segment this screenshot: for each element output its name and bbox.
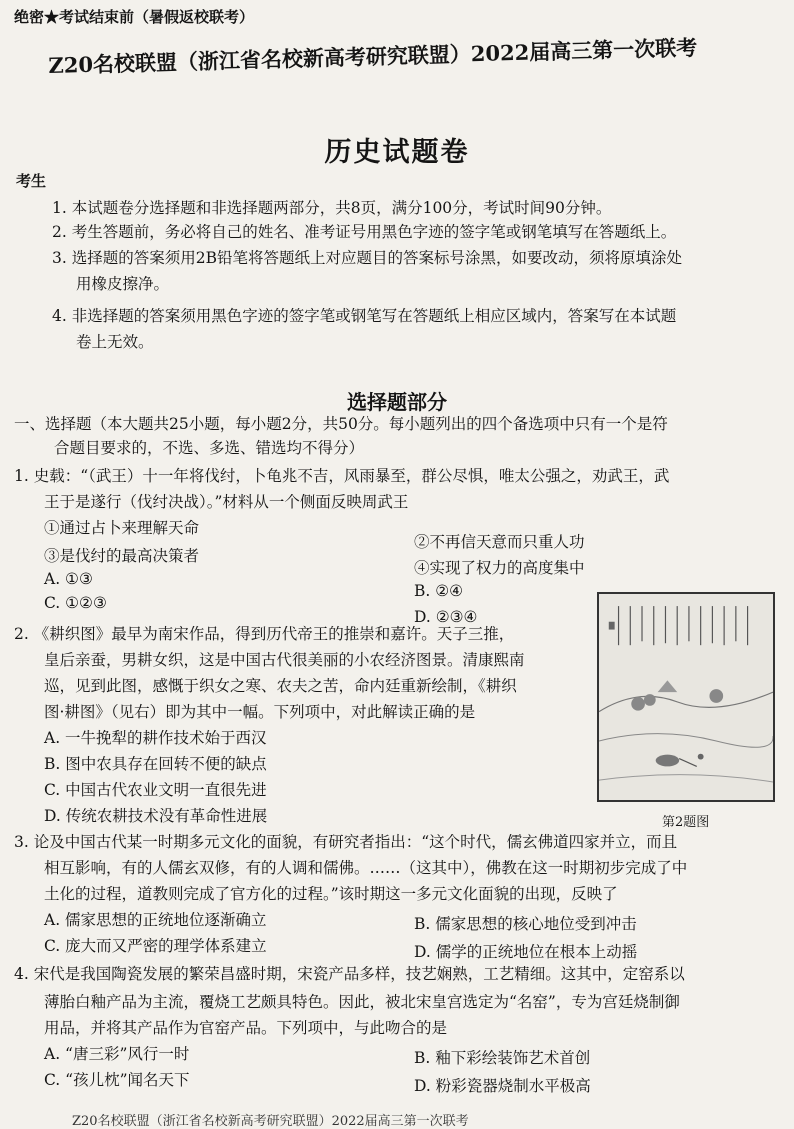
q1-statement-1: ①通过占卜来理解天命 xyxy=(44,519,200,537)
note-3: 3. 选择题的答案须用2B铅笔将答题纸上对应题目的答案标号涂黑，如要改动，须将原填涂处 xyxy=(52,249,682,267)
q3-option-a: A. 儒家思想的正统地位逐渐确立 xyxy=(44,911,267,929)
q1-statement-2: ②不再信天意而只重人功 xyxy=(414,533,585,551)
section-intro-1: 一、选择题（本大题共25小题，每小题2分，共50分。每小题列出的四个备选项中只有一个是符 xyxy=(14,415,668,433)
q4-stem-3: 用品，并将其产品作为官窑产品。下列项中，与此吻合的是 xyxy=(44,1019,448,1037)
examinee-label: 考生 xyxy=(16,172,47,190)
exam-title: 历史试题卷 xyxy=(324,137,470,168)
q4-stem-2: 薄胎白釉产品为主流，覆烧工艺颇具特色。因此，被北宋皇宫选定为“名窑”，专为宫廷烧制御 xyxy=(44,993,680,1011)
q1-option-a: A. ①③ xyxy=(44,570,93,588)
pavilion-roof xyxy=(658,680,678,692)
q1-statement-4: ④实现了权力的高度集中 xyxy=(414,559,585,577)
field-line xyxy=(599,734,773,748)
confidential-label: 绝密★考试结束前（暑假返校联考） xyxy=(14,8,255,26)
farmer-figure xyxy=(698,754,704,760)
plough-figure xyxy=(679,759,697,767)
q3-option-c: C. 庞大而又严密的理学体系建立 xyxy=(44,937,267,955)
page-footer: Z20名校联盟（浙江省名校新高考研究联盟）2022届高三第一次联考 xyxy=(72,1114,469,1129)
q3-option-b: B. 儒家思想的核心地位受到冲击 xyxy=(414,915,637,933)
q4-stem-1: 4. 宋代是我国陶瓷发展的繁荣昌盛时期，宋瓷产品多样，技艺娴熟，工艺精细。这其中，定窑系以 xyxy=(14,965,685,983)
q3-option-d: D. 儒学的正统地位在根本上动摇 xyxy=(414,943,638,961)
note-2: 2. 考生答题前，务必将自己的姓名、准考证号用黑色字迹的签字笔或钢笔填写在答题纸上。 xyxy=(52,223,677,241)
q3-stem-1: 3. 论及中国古代某一时期多元文化的面貌，有研究者指出：“这个时代，儒玄佛道四家并立，而且 xyxy=(14,833,678,851)
q4-option-a: A. “唐三彩”风行一时 xyxy=(44,1045,190,1063)
q2-stem-1: 2. 《耕织图》最早为南宋作品，得到历代帝王的推崇和嘉许。天子三推， xyxy=(14,625,515,643)
plowing-illustration xyxy=(597,592,775,802)
q2-option-a: A. 一牛挽犁的耕作技术始于西汉 xyxy=(44,729,267,747)
q2-stem-3: 巡，见到此图，感慨于织女之寒、农夫之苦，命内廷重新绘制，《耕织 xyxy=(44,677,517,695)
q1-statement-3: ③是伐纣的最高决策者 xyxy=(44,547,200,565)
q2-stem-4: 图·耕图》（见右）即为其中一幅。下列项中，对此解读正确的是 xyxy=(44,703,476,721)
figure-caption: 第2题图 xyxy=(662,815,710,830)
note-4: 4. 非选择题的答案须用黑色字迹的签字笔或钢笔写在答题纸上相应区域内，答案写在本试题 xyxy=(52,307,677,325)
section-intro-2: 合题目要求的，不选、多选、错选均不得分） xyxy=(54,439,365,457)
q1-stem-2: 王于是遂行（伐纣决战）。”材料从一个侧面反映周武王 xyxy=(44,493,409,511)
plowing-illustration-drawing xyxy=(599,594,773,800)
q1-option-b: B. ②④ xyxy=(414,582,464,600)
q4-option-d: D. 粉彩瓷器烧制水平极高 xyxy=(414,1077,591,1095)
q4-option-b: B. 釉下彩绘装饰艺术首创 xyxy=(414,1049,591,1067)
q3-stem-3: 土化的过程，道教则完成了官方化的过程。”该时期这一多元文化面貌的出现，反映了 xyxy=(44,885,618,903)
union-title: Z20名校联盟（浙江省名校新高考研究联盟）2022届高三第一次联考 xyxy=(48,34,698,78)
q2-stem-2: 皇后亲蚕，男耕女织，这是中国古代很美丽的小农经济图景。清康熙南 xyxy=(44,651,525,669)
section-title: 选择题部分 xyxy=(347,390,447,414)
q2-option-d: D. 传统农耕技术没有革命性进展 xyxy=(44,807,268,825)
note-3-cont: 用橡皮擦净。 xyxy=(76,275,170,293)
ox-figure xyxy=(656,755,679,767)
note-4-cont: 卷上无效。 xyxy=(76,333,154,351)
hill-outline xyxy=(599,692,773,712)
q2-option-c: C. 中国古代农业文明一直很先进 xyxy=(44,781,267,799)
calligraphy-strokes xyxy=(619,606,748,645)
seal-stamp xyxy=(609,622,615,630)
q2-option-b: B. 图中农具存在回转不便的缺点 xyxy=(44,755,267,773)
q1-option-d: D. ②③④ xyxy=(414,608,478,626)
q3-stem-2: 相互影响，有的人儒玄双修，有的人调和儒佛。……（这其中），佛教在这一时期初步完成了中 xyxy=(44,859,688,877)
water-line xyxy=(599,775,773,782)
q1-option-c: C. ①②③ xyxy=(44,594,107,612)
q1-stem-1: 1. 史载：“（武王）十一年将伐纣，卜龟兆不吉，风雨暴至，群公尽惧，唯太公强之，劝武王，武 xyxy=(14,467,670,485)
q4-option-c: C. “孩儿枕”闻名天下 xyxy=(44,1071,190,1089)
note-1: 1. 本试题卷分选择题和非选择题两部分，共8页，满分100分，考试时间90分钟。 xyxy=(52,199,612,217)
